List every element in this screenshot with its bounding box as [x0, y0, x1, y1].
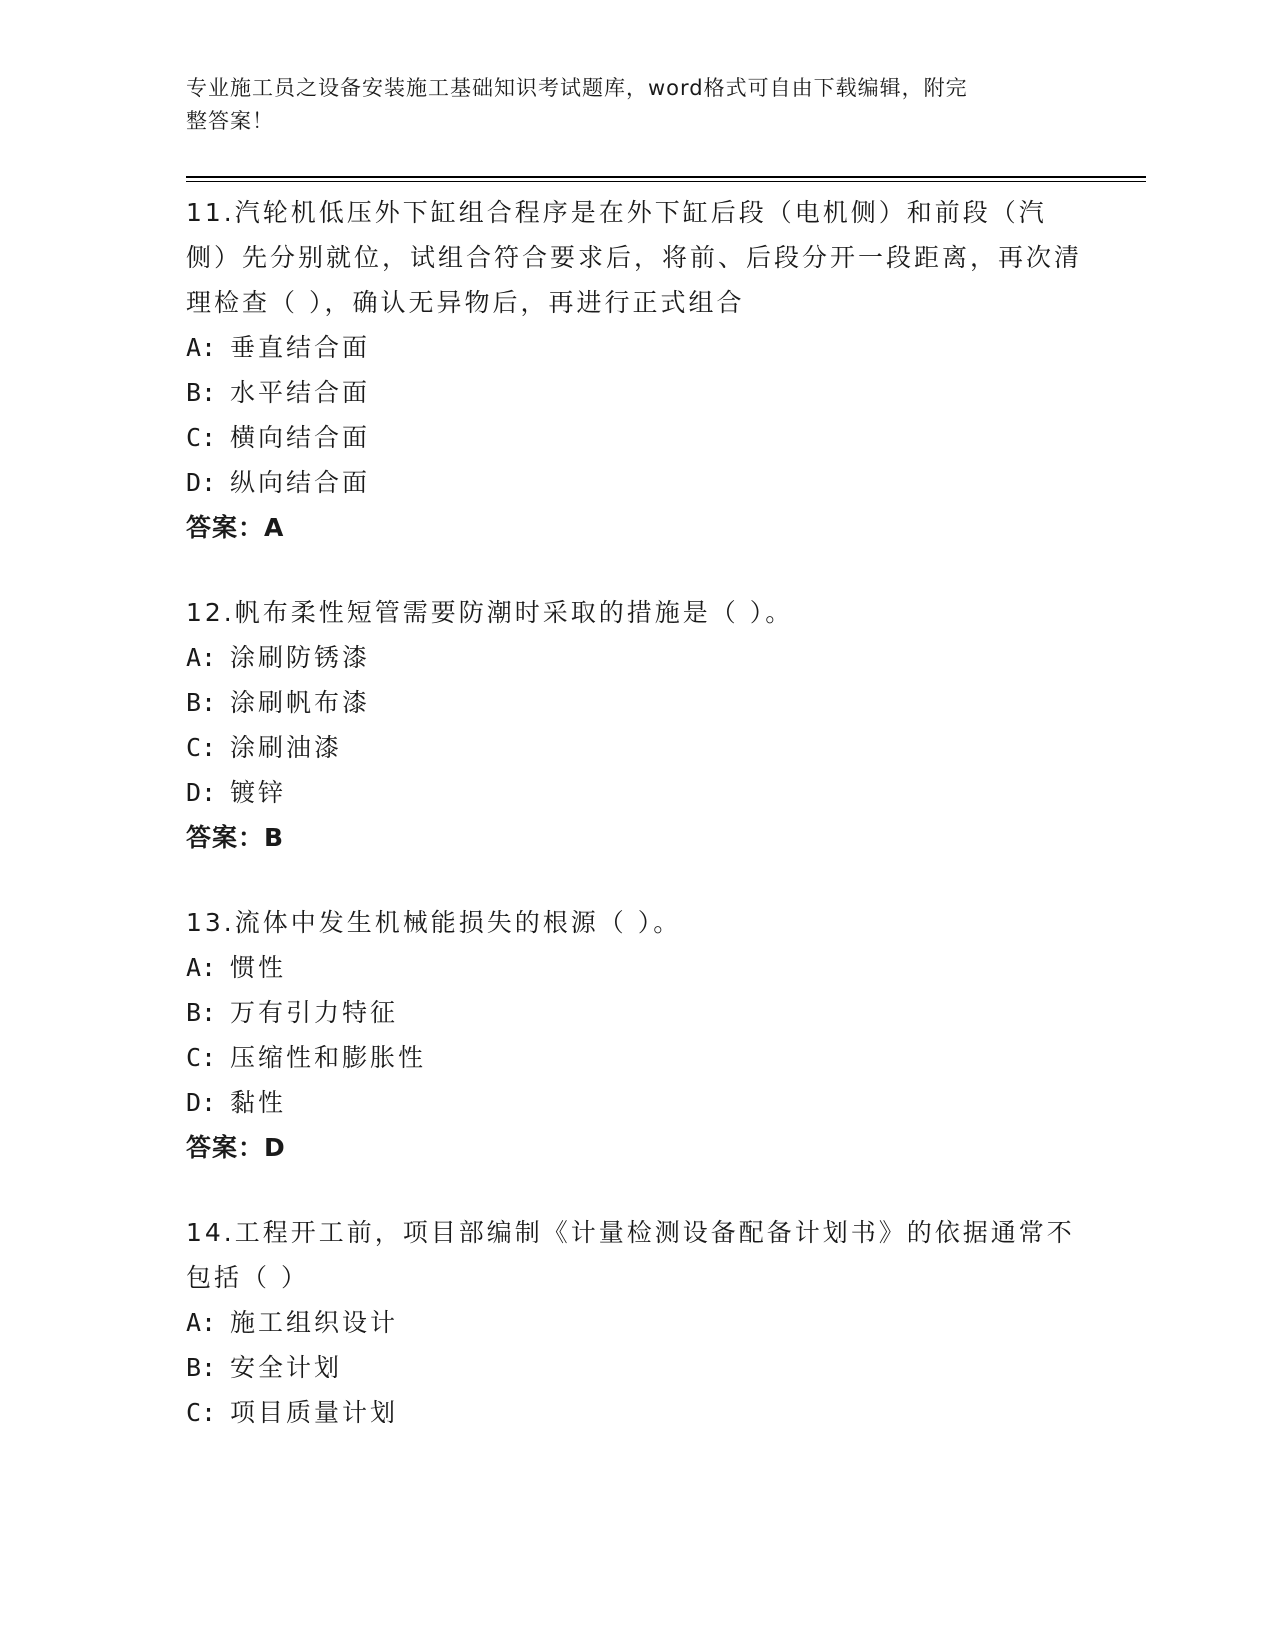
option-key: B: — [186, 378, 217, 407]
option-d — [186, 460, 1086, 505]
option-text: 黏性 — [230, 1088, 287, 1117]
option-b — [186, 680, 1086, 725]
question-13 — [186, 900, 1086, 1170]
option-c — [186, 415, 1086, 460]
header-divider-thin — [186, 181, 1146, 182]
option-text: 水平结合面 — [230, 378, 371, 407]
question-stem: 13.流体中发生机械能损失的根源（ ）。 — [186, 908, 682, 937]
option-key: B: — [186, 998, 217, 1027]
option-key: C: — [186, 423, 217, 452]
option-b — [186, 990, 1086, 1035]
option-text: 项目质量计划 — [230, 1398, 399, 1427]
option-a — [186, 1300, 1086, 1345]
question-14 — [186, 1210, 1086, 1435]
option-text: 惯性 — [230, 953, 287, 982]
header-line-1: 专业施工员之设备安装施工基础知识考试题库，word格式可自由下载编辑，附完 — [186, 76, 968, 100]
option-text: 施工组织设计 — [230, 1308, 399, 1337]
option-key: D: — [186, 468, 217, 497]
question-stem: 11.汽轮机低压外下缸组合程序是在外下缸后段（电机侧）和前段（汽侧）先分别就位，试组合符合要求后，将前、后段分开一段距离，再次清理检查（ ），确认无异物后，再进行正式组合 — [186, 198, 1083, 317]
option-key: B: — [186, 688, 217, 717]
option-key: C: — [186, 1043, 217, 1072]
header-line-2: 整答案！ — [186, 109, 274, 133]
answer-text: 答案：B — [186, 823, 285, 852]
option-text: 涂刷帆布漆 — [230, 688, 371, 717]
option-text: 安全计划 — [230, 1353, 343, 1382]
header-divider-thick — [186, 176, 1146, 178]
option-key: A: — [186, 643, 217, 672]
option-c — [186, 725, 1086, 770]
option-b — [186, 1345, 1086, 1390]
option-a — [186, 635, 1086, 680]
question-11 — [186, 190, 1086, 550]
option-text: 压缩性和膨胀性 — [230, 1043, 427, 1072]
option-c — [186, 1035, 1086, 1080]
option-key: C: — [186, 1398, 217, 1427]
option-a — [186, 325, 1086, 370]
option-text: 垂直结合面 — [230, 333, 371, 362]
option-key: C: — [186, 733, 217, 762]
option-text: 涂刷防锈漆 — [230, 643, 371, 672]
answer-text: 答案：D — [186, 1133, 286, 1162]
question-stem: 14.工程开工前，项目部编制《计量检测设备配备计划书》的依据通常不包括（ ） — [186, 1218, 1075, 1292]
option-key: A: — [186, 953, 217, 982]
option-text: 涂刷油漆 — [230, 733, 343, 762]
option-text: 万有引力特征 — [230, 998, 399, 1027]
question-stem: 12.帆布柔性短管需要防潮时采取的措施是（ ）。 — [186, 598, 794, 627]
option-d — [186, 770, 1086, 815]
option-key: B: — [186, 1353, 217, 1382]
option-text: 纵向结合面 — [230, 468, 371, 497]
answer-text: 答案：A — [186, 513, 285, 542]
question-list — [186, 190, 1086, 1475]
option-a — [186, 945, 1086, 990]
option-text: 横向结合面 — [230, 423, 371, 452]
option-b — [186, 370, 1086, 415]
question-12 — [186, 590, 1086, 860]
option-key: D: — [186, 1088, 217, 1117]
option-key: A: — [186, 333, 217, 362]
option-key: D: — [186, 778, 217, 807]
option-key: A: — [186, 1308, 217, 1337]
option-c — [186, 1390, 1086, 1435]
option-text: 镀锌 — [230, 778, 287, 807]
option-d — [186, 1080, 1086, 1125]
document-header — [186, 72, 1066, 138]
